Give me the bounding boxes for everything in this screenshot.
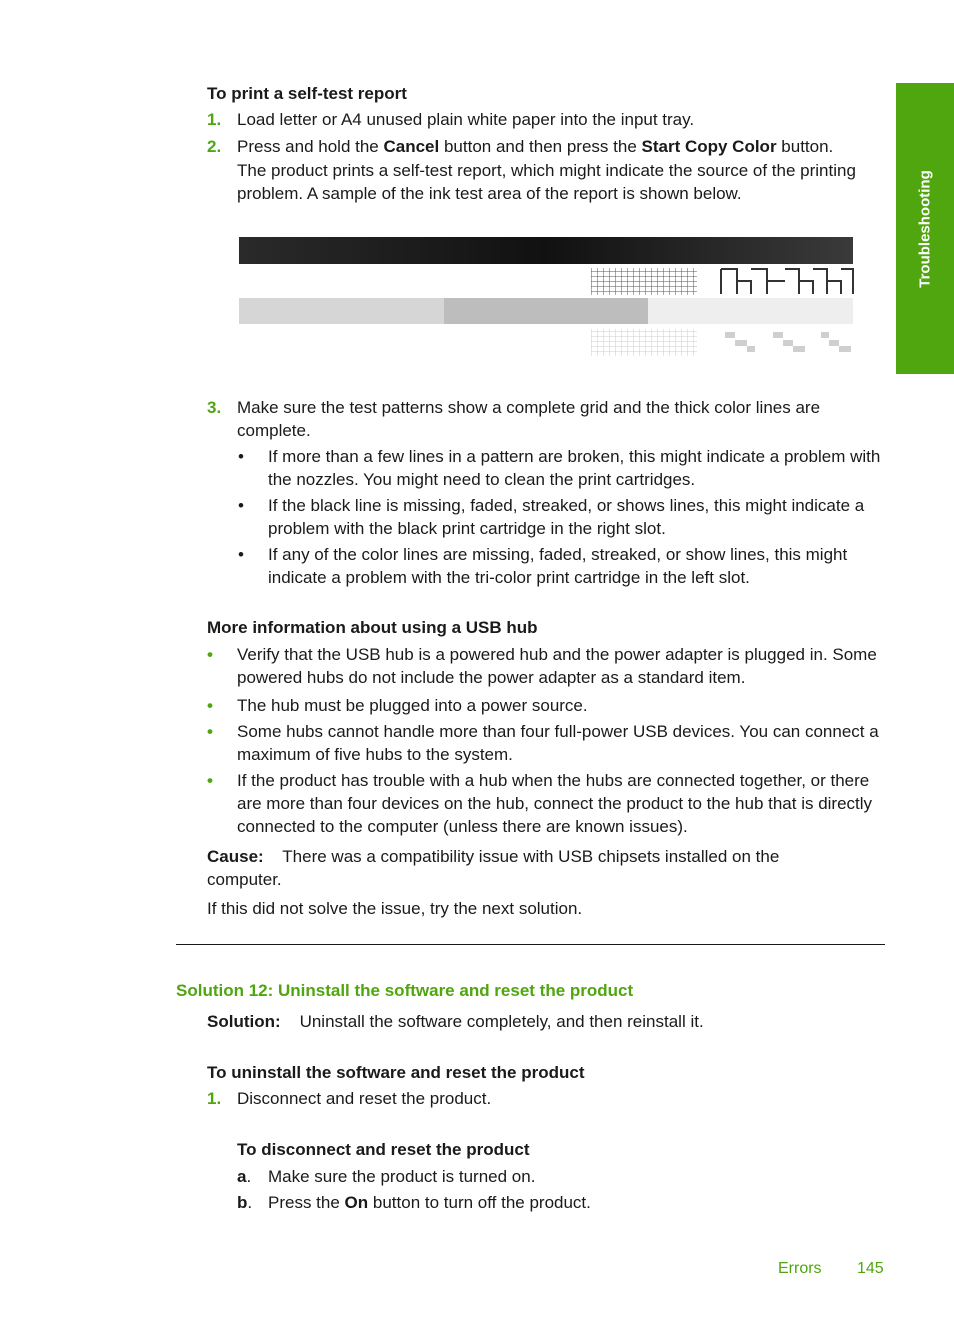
step-number: 1. xyxy=(207,110,222,129)
step-text: Disconnect and reset the product. xyxy=(237,1089,492,1108)
cause-paragraph xyxy=(207,845,827,891)
substep-label: a. xyxy=(237,1167,252,1186)
step-number: 2. xyxy=(207,137,222,156)
solution-label: Solution: xyxy=(207,1012,281,1031)
side-tab xyxy=(896,83,954,374)
disconnect-heading: To disconnect and reset the product xyxy=(237,1140,530,1159)
bullet-marker: • xyxy=(207,696,213,715)
step-text: Load letter or A4 unused plain white paper into the input tray. xyxy=(237,110,695,129)
cause-text: There was a compatibility issue with USB chipsets installed on the computer. xyxy=(207,847,780,889)
solution-text: Uninstall the software completely, and then reinstall it. xyxy=(299,1012,704,1031)
substep-label: b. xyxy=(237,1193,253,1212)
list-item: The hub must be plugged into a power source. xyxy=(237,696,588,715)
self-test-heading: To print a self-test report xyxy=(207,84,407,103)
list-item: If more than a few lines in a pattern are broken, this might indicate a problem with the nozzles. You might need to clean the print cartridges. xyxy=(268,447,881,489)
bullet-marker: • xyxy=(207,722,213,741)
footer-section: Errors xyxy=(778,1260,822,1277)
list-item: Some hubs cannot handle more than four full-power USB devices. You can connect a maximum of five hubs to the system. xyxy=(237,722,879,764)
step-continuation: The product prints a self-test report, which might indicate the source of the printing problem. A sample of the ink test area of the report is shown below. xyxy=(237,161,856,203)
next-solution-note: If this did not solve the issue, try the next solution. xyxy=(207,899,583,918)
step-number: 3. xyxy=(207,398,222,417)
bullet-marker: • xyxy=(238,447,244,466)
substep-text: Press the On button to turn off the product. xyxy=(268,1193,591,1212)
cause-label: Cause: xyxy=(207,847,264,866)
page-number: 145 xyxy=(857,1260,884,1277)
list-item: If the black line is missing, faded, streaked, or shows lines, this might indicate a problem with the black print cartridge in the right slot. xyxy=(268,496,865,538)
ink-test-sample-image xyxy=(237,236,855,358)
bullet-marker: • xyxy=(238,545,244,564)
step-text: Make sure the test patterns show a complete grid and the thick color lines are complete. xyxy=(237,398,821,440)
step-number: 1. xyxy=(207,1089,222,1108)
bullet-marker: • xyxy=(207,645,213,664)
section-divider xyxy=(176,944,885,945)
list-item: Verify that the USB hub is a powered hub and the power adapter is plugged in. Some powered hubs do not include the power adapter as a standard item. xyxy=(237,645,877,687)
substep-text: Make sure the product is turned on. xyxy=(268,1167,536,1186)
step-text: Press and hold the Cancel button and then press the Start Copy Color button. xyxy=(237,137,834,156)
usb-hub-heading: More information about using a USB hub xyxy=(207,618,538,637)
list-item: If the product has trouble with a hub when the hubs are connected together, or there are more than four devices on the hub, connect the product to the hub that is directly connected to the computer (unless there are known issues). xyxy=(237,771,873,836)
side-tab-label: Troubleshooting xyxy=(916,169,934,288)
uninstall-heading: To uninstall the software and reset the product xyxy=(207,1063,585,1082)
bullet-marker: • xyxy=(238,496,244,515)
bullet-marker: • xyxy=(207,771,213,790)
solution-paragraph xyxy=(207,1010,704,1033)
list-item: If any of the color lines are missing, faded, streaked, or show lines, this might indicate a problem with the tri-color print cartridge in the left slot. xyxy=(268,545,848,587)
solution-title: Solution 12: Uninstall the software and reset the product xyxy=(176,981,634,1000)
